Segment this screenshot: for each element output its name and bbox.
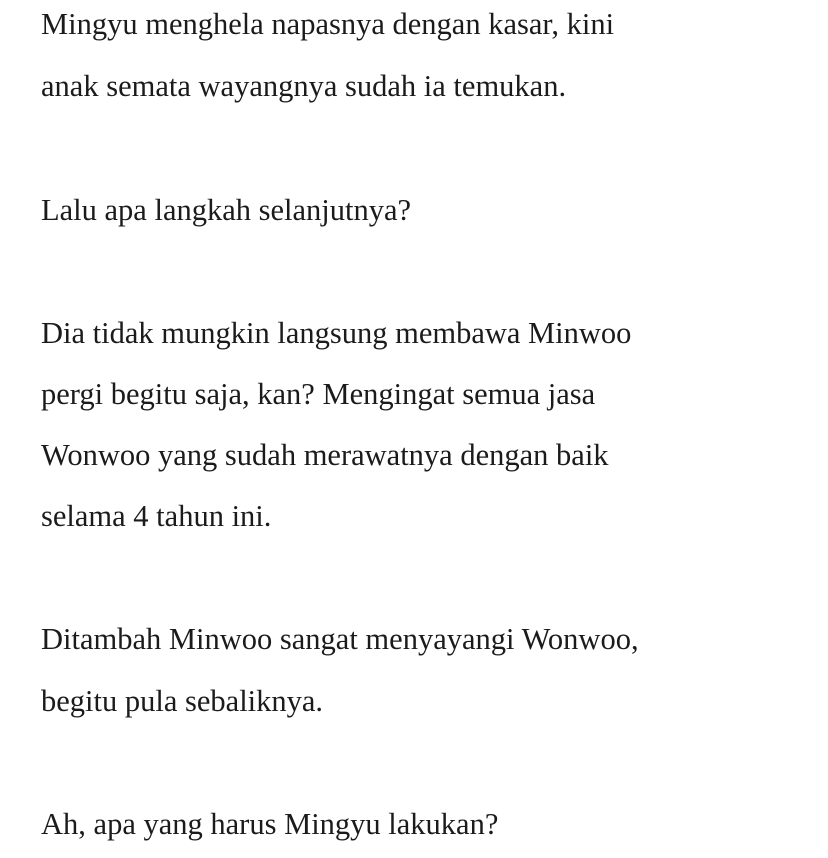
text-line: Dia tidak mungkin langsung membawa Minwoo	[41, 316, 632, 350]
text-line: Wonwoo yang sudah merawatnya dengan baik	[41, 438, 609, 472]
text-line: Lalu apa langkah selanjutnya?	[41, 193, 412, 227]
text-line: Mingyu menghela napasnya dengan kasar, kini	[41, 7, 615, 41]
text-line: anak semata wayangnya sudah ia temukan.	[41, 69, 567, 103]
text-line: begitu pula sebaliknya.	[41, 684, 324, 718]
text-line: Ditambah Minwoo sangat menyayangi Wonwoo,	[41, 622, 639, 656]
text-line: selama 4 tahun ini.	[41, 499, 272, 533]
text-line: pergi begitu saja, kan? Mengingat semua jasa	[41, 377, 596, 411]
text-line: Ah, apa yang harus Mingyu lakukan?	[41, 807, 499, 841]
